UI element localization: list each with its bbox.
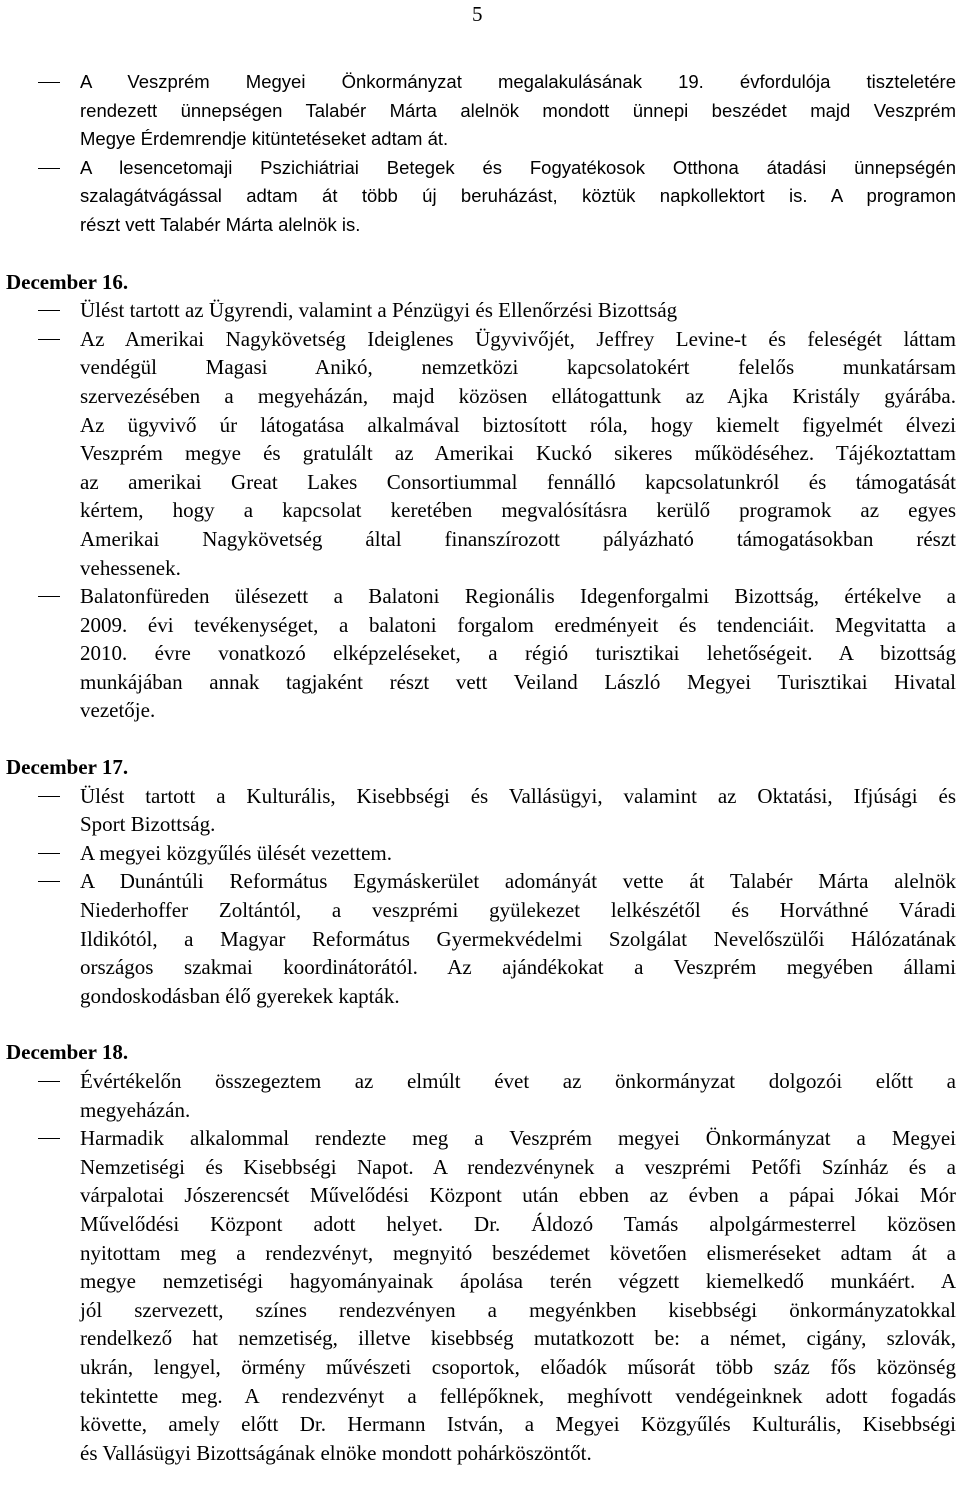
- dash-bullet-icon: [38, 82, 60, 83]
- dash-bullet-icon: [38, 168, 60, 169]
- list-item: [0, 296, 960, 325]
- dash-bullet-icon: [38, 853, 60, 854]
- text-line: jól szervezett, színes rendezvényen a megyénkben kisebbségi önkormányzatokkal: [80, 1297, 956, 1322]
- dash-bullet-icon: [38, 596, 60, 597]
- text-line: Ülést tartott a Kulturális, Kisebbségi és Vallásügyi, valamint az Oktatási, Ifjúsági és: [80, 783, 956, 808]
- section-date-heading: December 18.: [6, 1040, 129, 1065]
- list-item: [0, 154, 960, 240]
- dash-bullet-icon: [38, 1138, 60, 1139]
- text-line: az amerikai Great Lakes Consortiummal fennálló kapcsolatunkról és támogatását: [80, 469, 956, 494]
- text-line: vezetője.: [80, 698, 156, 723]
- text-line: kértem, hogy a kapcsolat keretében megvalósításra kerülő programok az egyes: [80, 498, 956, 523]
- text-line: megye nemzetiségi hagyományainak ápolása terén végzett kiemelkedő munkáért. A: [80, 1269, 956, 1294]
- text-line: tekintette meg. A rendezvényt a fellépőknek, meghívott vendégeinknek adott fogadás: [80, 1383, 956, 1408]
- section-gap: [0, 1010, 960, 1038]
- text-line: Ülést tartott az Ügyrendi, valamint a Pénzügyi és Ellenőrzési Bizottság: [80, 298, 678, 323]
- list-item: [0, 68, 960, 154]
- text-line: Megye Érdemrendje kitüntetéseket adtam át.: [80, 128, 449, 150]
- section-date-heading: December 16.: [6, 269, 129, 294]
- dash-bullet-icon: [38, 339, 60, 340]
- text-line: 2010. évre vonatkozó elképzeléseket, a régió turisztikai lehetőségeit. A bizottság: [80, 641, 956, 666]
- list-item: [0, 582, 960, 725]
- text-line: rendezett ünnepségen Talabér Márta alelnök mondott ünnepi beszédet majd Veszprém: [80, 99, 956, 121]
- list-item: [0, 1124, 960, 1467]
- dash-bullet-icon: [38, 796, 60, 797]
- text-line: országos szakmai koordinátorától. Az ajándékokat a Veszprém megyében állami: [80, 955, 956, 980]
- text-line: Veszprém megye és gratulált az Amerikai Kuckó sikeres működéséhez. Tájékoztattam: [80, 441, 956, 466]
- list-item: [0, 867, 960, 1010]
- section-gap: [0, 240, 960, 268]
- page-number: 5: [472, 2, 483, 26]
- text-line: ukrán, lengyel, örmény művészeti csoportok, előadók műsorát több száz fős közönség: [80, 1354, 956, 1379]
- list-item: [0, 325, 960, 582]
- text-line: várpalotai Jószerencsét Művelődési Központ után ebben az évben a pápai Jókai Mór: [80, 1183, 956, 1208]
- text-line: A Veszprém Megyei Önkormányzat megalakulásának 19. évfordulója tiszteletére: [80, 71, 956, 92]
- list-item: [0, 839, 960, 868]
- text-line: Évértékelőn összegeztem az elmúlt évet az önkormányzat dolgozói előtt a: [80, 1069, 956, 1093]
- text-line: 2009. évi tevékenységet, a balatoni forgalom eredményeit és tendenciáit. Megvitatta a: [80, 612, 956, 637]
- text-line: vendégül Magasi Anikó, nemzetközi kapcsolatokért felelős munkatársam: [80, 355, 956, 380]
- text-line: Amerikai Nagykövetség által finanszírozott pályázható támogatásokban részt: [80, 526, 956, 551]
- text-line: Ildikótól, a Magyar Református Gyermekvédelmi Szolgálat Nevelőszülői Hálózatának: [80, 926, 956, 951]
- text-line: munkájában annak tagjaként részt vett Veiland László Megyei Turisztikai Hivatal: [80, 669, 956, 694]
- text-line: Harmadik alkalommal rendezte meg a Veszprém megyei Önkormányzat a Megyei: [80, 1126, 956, 1151]
- text-line: nyitottam meg a rendezvényt, megnyitó beszédemet követően elismeréseket adtam át a: [80, 1240, 956, 1265]
- document-body: [0, 68, 960, 1467]
- text-line: részt vett Talabér Márta alelnök is.: [80, 213, 361, 235]
- text-line: Nemzetiségi és Kisebbségi Napot. A rendezvénynek a veszprémi Petőfi Színház és a: [80, 1154, 956, 1179]
- dash-bullet-icon: [38, 310, 60, 311]
- text-line: A lesencetomaji Pszichiátriai Betegek és Fogyatékosok Otthona átadási ünnepségén: [80, 156, 956, 178]
- section-date-heading: December 17.: [6, 755, 129, 780]
- text-line: Sport Bizottság.: [80, 812, 216, 837]
- text-line: szervezésében a megyeházán, majd közösen ellátogattunk az Ajka Kristály gyárába.: [80, 383, 956, 408]
- text-line: megyeházán.: [80, 1097, 191, 1122]
- list-item: [0, 1067, 960, 1124]
- text-line: Az ügyvivő úr látogatása alkalmával biztosított róla, hogy kiemelt figyelmét élvezi: [80, 412, 956, 437]
- dash-bullet-icon: [38, 1081, 60, 1082]
- text-line: Az Amerikai Nagykövetség Ideiglenes Ügyvivőjét, Jeffrey Levine-t és feleségét láttam: [80, 326, 956, 351]
- text-line: rendelkező hat nemzetiség, illetve kisebbség mutatkozott be: a német, cigány, szlovák,: [80, 1326, 956, 1351]
- list-item: [0, 782, 960, 839]
- text-line: Balatonfüreden ülésezett a Balatoni Regionális Idegenforgalmi Bizottság, értékelve a: [80, 584, 956, 609]
- text-line: A Dunántúli Református Egymáskerület adományát vette át Talabér Márta alelnök: [80, 869, 956, 894]
- section-gap: [0, 725, 960, 753]
- text-line: gondoskodásban élő gyerekek kapták.: [80, 983, 400, 1008]
- text-line: vehessenek.: [80, 555, 181, 580]
- text-line: A megyei közgyűlés ülését vezettem.: [80, 840, 392, 865]
- text-line: követte, amely előtt Dr. Hermann István, a Megyei Közgyűlés Kulturális, Kisebbségi: [80, 1412, 956, 1437]
- dash-bullet-icon: [38, 881, 60, 882]
- text-line: Niederhoffer Zoltántól, a veszprémi gyülekezet lelkészétől és Horváthné Váradi: [80, 898, 956, 923]
- text-line: Művelődési Központ adott helyet. Dr. Áldozó Tamás alpolgármesterrel közösen: [80, 1211, 956, 1236]
- text-line: szalagátvágással adtam át több új beruházást, köztük napkollektort is. A programon: [80, 185, 956, 207]
- text-line: és Vallásügyi Bizottságának elnöke mondott pohárköszöntőt.: [80, 1440, 592, 1465]
